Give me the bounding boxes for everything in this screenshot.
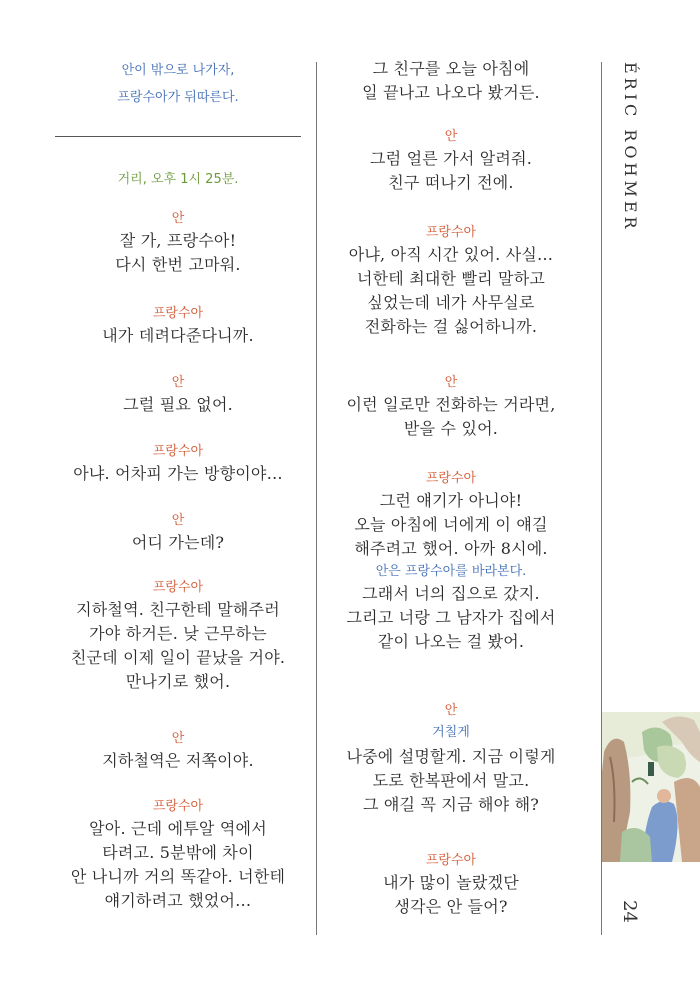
dialogue-line: 오늘 아침에 너에게 이 얘길 — [354, 515, 548, 534]
dialogue-line: 그런 얘기가 아니야! — [379, 491, 523, 510]
speaker-name: 프랑수아 — [425, 471, 477, 486]
painting-illustration — [602, 712, 700, 862]
speaker-name: 프랑수아 — [152, 444, 204, 459]
speaker-name: 프랑수아 — [425, 853, 477, 868]
dialogue-line: 아냐, 아직 시간 있어. 사실… — [348, 245, 554, 264]
dialogue-line: 내가 데려다준다니까. — [102, 326, 254, 345]
dialogue-block — [316, 469, 586, 654]
dialogue-line: 아냐. 어차피 가는 방향이야… — [73, 464, 283, 483]
speaker-name: 안 — [171, 211, 185, 226]
dialogue-line: 친구 떠나기 전에. — [388, 173, 514, 192]
speaker-name: 프랑수아 — [152, 306, 204, 321]
dialogue-line: 친군데 이제 일이 끝났을 거야. — [70, 648, 286, 667]
dialogue-block — [55, 442, 301, 486]
dialogue-line: 안 나니까 거의 똑같아. 너한테 — [70, 867, 286, 886]
dialogue-line: 나중에 설명할게. 지금 이렇게 — [346, 747, 556, 766]
speaker-name: 안 — [444, 129, 458, 144]
dialogue-line: 다시 한번 고마워. — [115, 255, 241, 274]
dialogue-block — [55, 797, 301, 913]
speaker-name: 안 — [171, 513, 185, 528]
dialogue-block — [55, 511, 301, 555]
dialogue-block — [55, 373, 301, 417]
dialogue-line: 그래서 너의 집으로 갔지. — [362, 584, 540, 603]
dialogue-line: 그럴 필요 없어. — [123, 395, 233, 414]
dialogue-line: 받을 수 있어. — [403, 419, 499, 438]
dialogue-block — [316, 127, 586, 195]
speaker-name: 안 — [171, 731, 185, 746]
dialogue-block — [55, 304, 301, 348]
dialogue-line: 싶었는데 네가 사무실로 — [367, 293, 535, 312]
dialogue-line: 해주려고 했어. 아까 8시에. — [354, 539, 548, 558]
speaker-name: 프랑수아 — [425, 225, 477, 240]
dialogue-line: 얘기하려고 했었어… — [104, 891, 252, 910]
dialogue-block — [55, 729, 301, 773]
dialogue-line: 지하철역은 저쪽이야. — [102, 751, 254, 770]
stage-direction — [55, 57, 301, 111]
direction-line: 안이 밖으로 나가자, — [121, 63, 235, 78]
scene-heading: 거리, 오후 1시 25분. — [117, 172, 239, 187]
stage-direction: 안은 프랑수아를 바라본다. — [375, 564, 527, 579]
speaker-name: 안 — [171, 375, 185, 390]
scene-separator — [55, 136, 301, 137]
speaker-name: 프랑수아 — [152, 799, 204, 814]
dialogue-line: 타려고. 5분밖에 차이 — [102, 843, 254, 862]
dialogue-line: 그 얘길 꼭 지금 해야 해? — [362, 795, 540, 814]
author-running-head: ÉRIC ROHMER — [621, 62, 640, 233]
dialogue-line: 그리고 너랑 그 남자가 집에서 — [346, 608, 556, 627]
dialogue-line: 가야 하거든. 낮 근무하는 — [89, 624, 267, 643]
direction-line: 프랑수아가 뒤따른다. — [117, 90, 239, 105]
dialogue-block — [55, 578, 301, 694]
dialogue-line: 도로 한복판에서 말고. — [372, 771, 530, 790]
dialogue-line: 그럼 얼른 가서 알려줘. — [369, 149, 533, 168]
dialogue-block — [316, 851, 586, 919]
stage-direction: 거칠게 — [432, 725, 470, 740]
dialogue-line: 같이 나오는 걸 봤어. — [377, 632, 525, 651]
dialogue-line: 알아. 근데 에투알 역에서 — [89, 819, 267, 838]
dialogue-line: 잘 가, 프랑수아! — [119, 231, 237, 250]
dialogue-line: 그 친구를 오늘 아침에 — [372, 59, 530, 78]
page-number: 24 — [619, 900, 640, 923]
dialogue-block — [316, 701, 586, 817]
dialogue-line: 생각은 안 들어? — [394, 897, 508, 916]
speaker-name: 프랑수아 — [152, 580, 204, 595]
dialogue-block — [55, 209, 301, 277]
dialogue-line: 일 끝나고 나오다 봤거든. — [362, 83, 540, 102]
dialogue-line: 어디 가는데? — [131, 533, 225, 552]
speaker-name: 안 — [444, 703, 458, 718]
dialogue-line: 전화하는 걸 싫어하니까. — [364, 317, 538, 336]
dialogue-line: 만나기로 했어. — [125, 672, 231, 691]
dialogue-line: 너한테 최대한 빨리 말하고 — [356, 269, 546, 288]
dialogue-line: 이런 일로만 전화하는 거라면, — [346, 395, 556, 414]
dialogue-block — [316, 373, 586, 441]
dialogue-block — [316, 57, 586, 105]
dialogue-line: 내가 많이 놀랐겠단 — [383, 873, 519, 892]
speaker-name: 안 — [444, 375, 458, 390]
dialogue-line: 지하철역. 친구한테 말해주러 — [76, 600, 280, 619]
dialogue-block — [316, 223, 586, 339]
